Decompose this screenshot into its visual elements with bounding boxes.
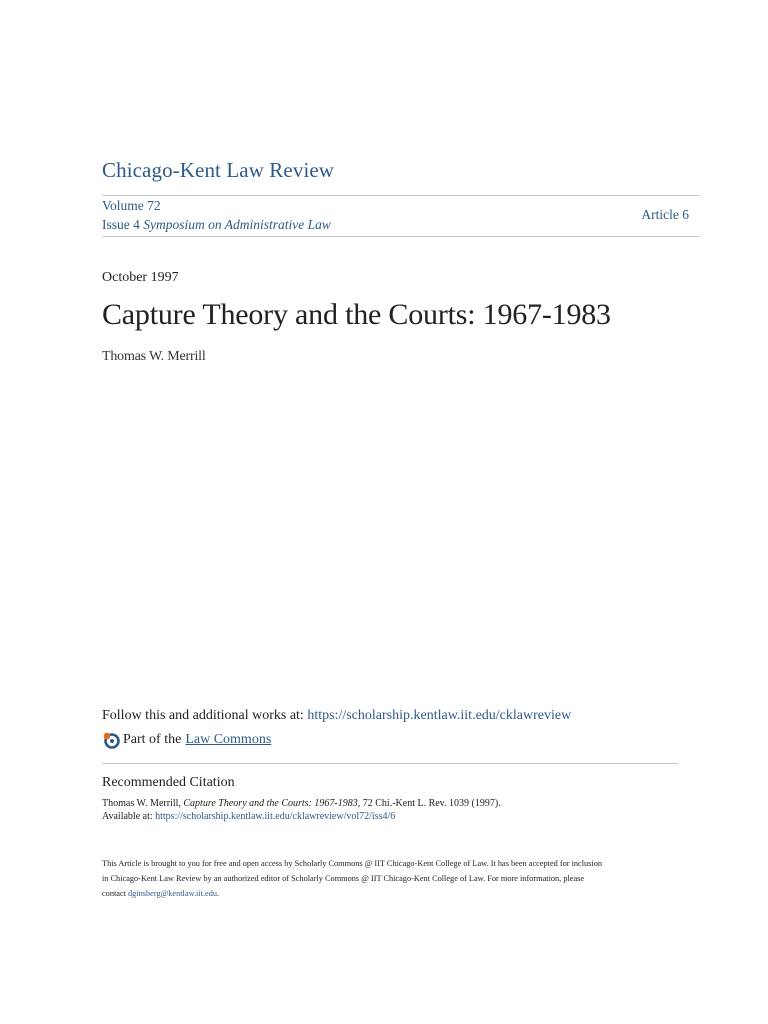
header-bottom-divider [102,236,700,237]
bepress-network-icon [102,731,120,749]
notice-line-2: in Chicago-Kent Law Review by an authorized editor of Scholarly Commons @ IIT Chicago-Kent College of Law. For more information, please [102,874,585,883]
law-commons-link[interactable]: Law Commons [185,732,272,747]
issue-title: Symposium on Administrative Law [143,217,331,232]
recommended-citation-heading: Recommended Citation [102,775,235,790]
contact-label: contact [102,889,129,898]
part-of-line [102,731,271,749]
publication-date: October 1997 [102,270,179,285]
citation-text [102,797,501,810]
contact-email-link[interactable]: dginsberg@kentlaw.iit.edu [128,889,218,898]
volume-link[interactable]: Volume 72 [102,198,161,213]
citation-divider [102,763,678,764]
notice-line-3 [102,886,672,901]
follow-label: Follow this and additional works at: [102,708,308,723]
issue-link[interactable] [102,217,331,233]
journal-title[interactable]: Chicago-Kent Law Review [102,158,335,182]
available-at-line [102,810,395,823]
article-title: Capture Theory and the Courts: 1967-1983 [102,298,611,331]
citation-title: Capture Theory and the Courts: 1967-1983 [183,798,358,809]
available-url-link[interactable]: https://scholarship.kentlaw.iit.edu/cklawreview/vol72/iss4/6 [155,811,396,822]
follow-line [102,708,571,724]
follow-url-link[interactable]: https://scholarship.kentlaw.iit.edu/cklawreview [307,708,572,723]
header-top-divider [102,195,700,196]
contact-end: . [217,889,220,898]
article-author: Thomas W. Merrill [102,349,206,364]
part-of-label: Part of the [123,732,182,747]
available-label: Available at: [102,811,156,822]
issue-number: Issue 4 [102,217,140,232]
citation-author: Thomas W. Merrill, [102,798,184,809]
access-notice [102,856,672,901]
citation-source: , 72 Chi.-Kent L. Rev. 1039 (1997). [357,798,501,809]
article-number-link[interactable]: Article 6 [641,207,689,222]
notice-line-1: This Article is brought to you for free and open access by Scholarly Commons @ IIT Chicago-Kent College of Law. It has been accepted for inclusion [102,859,603,868]
